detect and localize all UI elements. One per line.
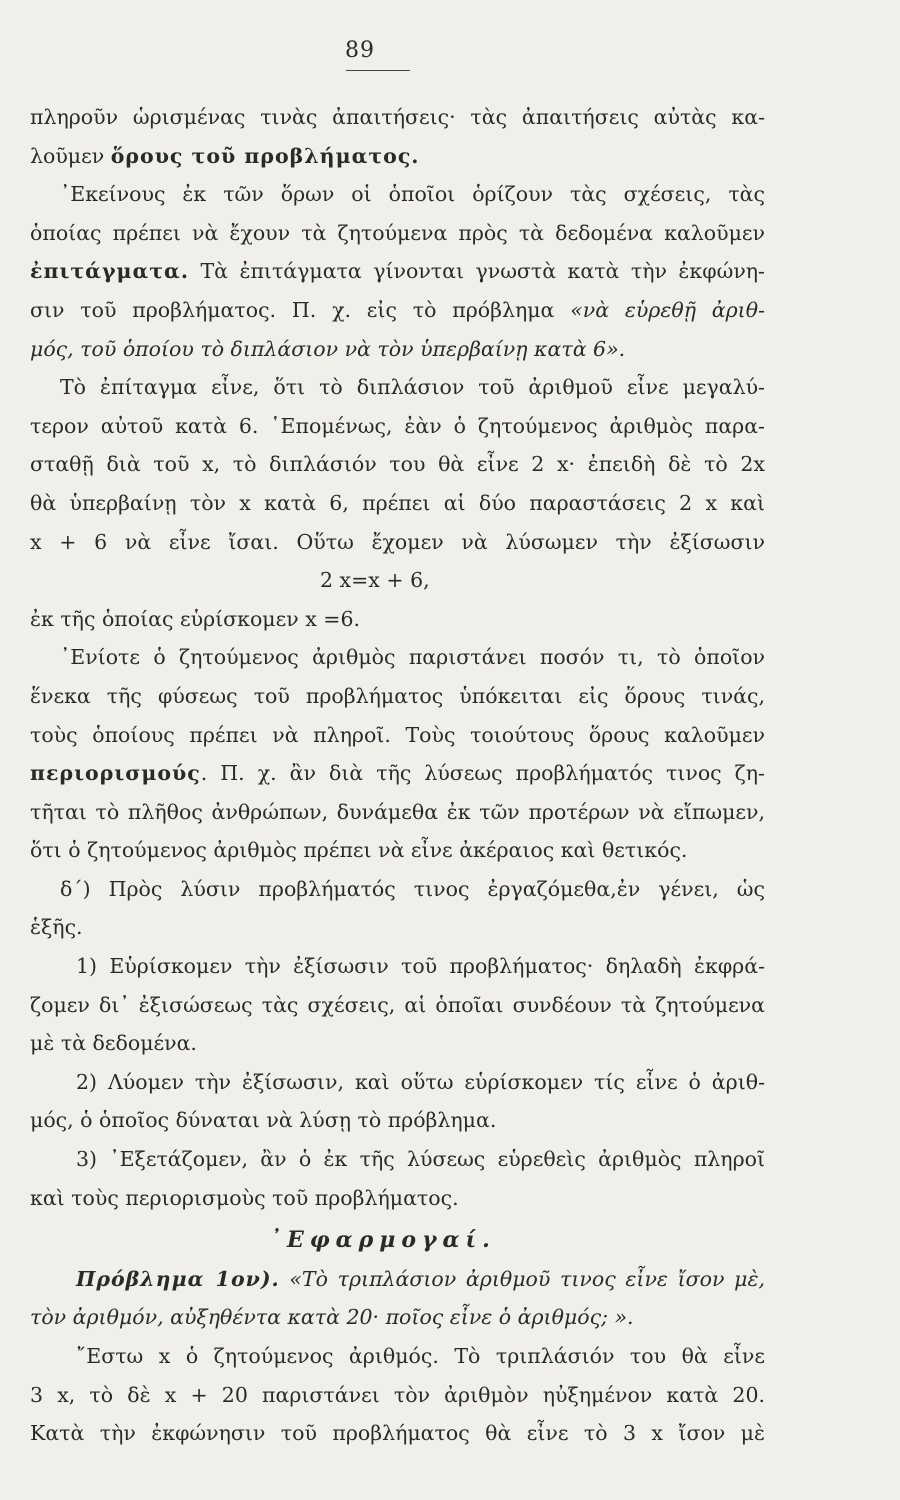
quoted-problem: «νὰ εὑρεθῇ ἀριθ-	[570, 297, 765, 322]
text-line: ἐκ τῆς ὁποίας εὑρίσκομεν x =6.	[30, 606, 361, 631]
text-line: σταθῇ διὰ τοῦ x, τὸ διπλάσιόν του θὰ εἶνε 2 x· ἐπειδὴ δὲ τὸ 2x	[30, 452, 765, 477]
text-line: ὅτι ὁ ζητούμενος ἀριθμὸς πρέπει νὰ εἶνε ἀκέραιος καὶ θετικός.	[30, 838, 688, 863]
text-line	[30, 754, 765, 793]
text-line: τοὺς ὁποίους πρέπει νὰ πληροῖ. Τοὺς τοιούτους ὅρους καλοῦμεν	[30, 722, 765, 747]
text-line: 3 x, τὸ δὲ x + 20 παριστάνει τὸν ἀριθμὸν ηὐξημένον κατὰ 20.	[30, 1382, 765, 1407]
term-oroi: ὅρους τοῦ προβλήματος.	[110, 143, 420, 168]
page-number: 89	[345, 38, 375, 63]
text-line: ῎Εστω x ὁ ζητούμενος ἀριθμός. Τὸ τριπλάσιόν του θὰ εἶνε	[76, 1344, 765, 1368]
page-number-rule	[346, 70, 410, 71]
text-line	[30, 291, 765, 330]
problem-1	[30, 1260, 765, 1299]
text-line: τὸν ἀριθμόν, αὐξηθέντα κατὰ 20· ποῖος εἶνε ὁ ἀριθμός; ».	[30, 1305, 634, 1330]
text-span: λοῦμεν	[30, 143, 111, 168]
text-line: τῆται τὸ πλῆθος ἀνθρώπων, δυνάμεθα ἐκ τῶν προτέρων νὰ εἴπωμεν,	[30, 799, 765, 824]
text-line: ᾿Ενίοτε ὁ ζητούμενος ἀριθμὸς παριστάνει ποσόν τι, τὸ ὁποῖον	[60, 645, 765, 670]
text-line: x + 6 νὰ εἶνε ἴσαι. Οὕτω ἔχομεν νὰ λύσωμεν τὴν ἐξίσωσιν	[30, 529, 765, 554]
text-line: ᾿Εκείνους ἐκ τῶν ὅρων οἱ ὁποῖοι ὁρίζουν τὰς σχέσεις, τὰς	[60, 182, 765, 207]
equation: 2 x=x + 6,	[320, 568, 430, 593]
section-delta: δ΄) Πρὸς λύσιν προβλήματός τινος ἐργαζόμεθα,ἐν γένει, ὡς	[60, 876, 765, 901]
text-line: ἑξῆς.	[30, 915, 83, 940]
text-line: ἕνεκα τῆς φύσεως τοῦ προβλήματος ὑπόκειται εἰς ὅρους τινάς,	[30, 683, 765, 708]
term-epitagmata: ἐπιτάγματα.	[30, 259, 189, 284]
text-line: μός, ὁ ὁποῖος δύναται νὰ λύσῃ τὸ πρόβλημα.	[30, 1108, 497, 1133]
text-line: θὰ ὑπερβαίνῃ τὸν x κατὰ 6, πρέπει αἱ δύο παραστάσεις 2 x καὶ	[30, 490, 765, 515]
text-line: πληροῦν ὡρισμένας τινὰς ἀπαιτήσεις· τὰς ἀπαιτήσεις αὐτὰς κα-	[30, 105, 765, 129]
text-line: μὲ τὰ δεδομένα.	[30, 1031, 197, 1056]
text-line: ὁποίας πρέπει νὰ ἔχουν τὰ ζητούμενα πρὸς τὰ δεδομένα καλοῦμεν	[30, 220, 765, 245]
step-1: 1) Εὑρίσκομεν τὴν ἐξίσωσιν τοῦ προβλήματος· δηλαδὴ ἐκφρά-	[76, 954, 765, 979]
problem-label: Πρόβλημα 1ον).	[76, 1266, 280, 1291]
text-span: Τὰ ἐπιτάγματα γίνονται γνωστὰ κατὰ τὴν ἐκφώνη-	[188, 259, 765, 284]
body-text	[30, 98, 765, 1453]
text-line: καὶ τοὺς περιορισμοὺς τοῦ προβλήματος.	[30, 1185, 459, 1210]
text-line: ζομεν δι᾿ ἐξισώσεως τὰς σχέσεις, αἱ ὁποῖαι συνδέουν τὰ ζητούμενα	[30, 992, 765, 1017]
text-span: σιν τοῦ προβλήματος. Π. χ. εἰς τὸ πρόβλημα	[30, 297, 571, 322]
problem-statement: «Τὸ τριπλάσιον ἀριθμοῦ τινος εἶνε ἴσον μὲ,	[279, 1266, 765, 1291]
step-3: 3) ᾿Εξετάζομεν, ἂν ὁ ἐκ τῆς λύσεως εὑρεθεὶς ἀριθμὸς πληροῖ	[76, 1147, 765, 1172]
text-line: τερον αὐτοῦ κατὰ 6. ῾Επομένως, ἐὰν ὁ ζητούμενος ἀριθμὸς παρα-	[30, 413, 765, 438]
text-line: μός, τοῦ ὁποίου τὸ διπλάσιον νὰ τὸν ὑπερβαίνῃ κατὰ 6».	[30, 336, 626, 361]
term-periorismoi: περιορισμούς	[30, 761, 201, 786]
text-span: . Π. χ. ἂν διὰ τῆς λύσεως προβλήματός τινος ζη-	[200, 761, 765, 786]
text-line	[30, 137, 765, 176]
step-2: 2) Λύομεν τὴν ἐξίσωσιν, καὶ οὕτω εὑρίσκομεν τίς εἶνε ὁ ἀριθ-	[76, 1069, 765, 1094]
text-line	[30, 252, 765, 291]
text-line: Κατὰ τὴν ἐκφώνησιν τοῦ προβλήματος θὰ εἶνε τὸ 3 x ἴσον μὲ	[30, 1421, 765, 1446]
section-heading: ᾿Εφαρμογαί.	[270, 1227, 496, 1254]
text-line: Τὸ ἐπίταγμα εἶνε, ὅτι τὸ διπλάσιον τοῦ ἀριθμοῦ εἶνε μεγαλύ-	[60, 375, 765, 400]
